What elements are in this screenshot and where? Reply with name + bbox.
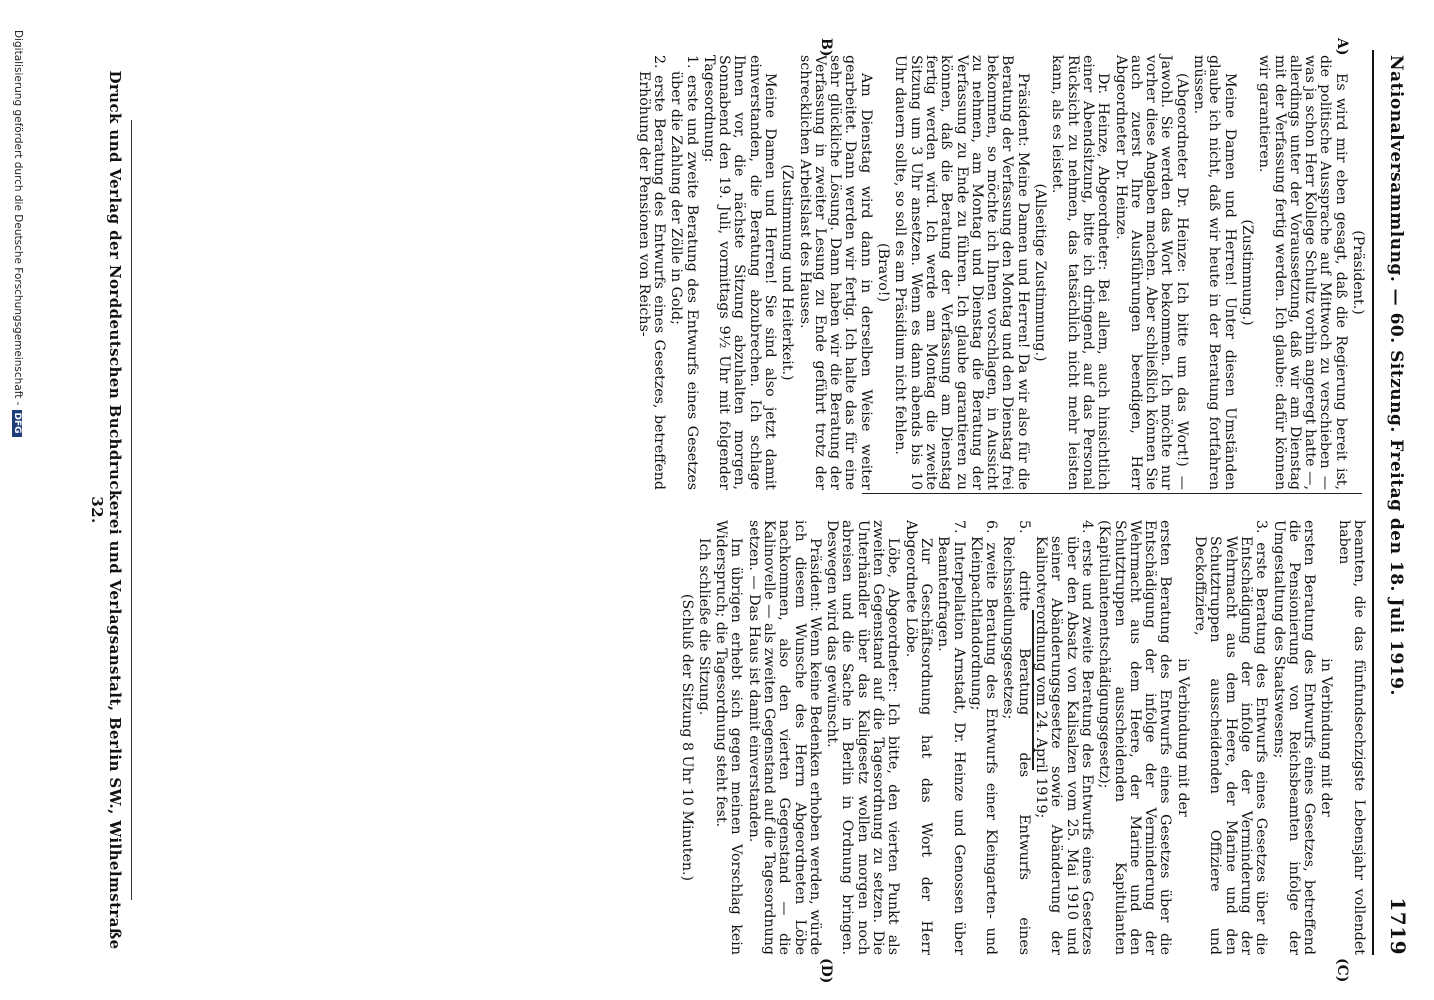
- left-column-paragraph: (Allseitige Zustimmung.): [1032, 183, 1049, 362]
- left-column-paragraph: 2. erste Beratung des Entwurfs eines Gesetzes, betreffend Erhöhung der Pensionen von Reichs-: [635, 55, 667, 490]
- right-column-paragraph: 3. erste Beratung des Entwurfs eines Gesetzes über die Entschädigung der infolge der Verminderung der Wehrmacht aus dem Heere, der Marine und den Schutztruppen ausscheidenden Offiziere und Deckoffiziere,: [1192, 520, 1270, 955]
- left-column-paragraph: 1. erste und zweite Beratung des Entwurfs eines Gesetzes über die Zahlung der Zölle in Gold;: [668, 55, 700, 490]
- left-column-paragraph: (Präsident.): [1350, 230, 1366, 315]
- header-rule: [1372, 50, 1374, 955]
- left-column-paragraph: Dr. Heinze, Abgeordneter: Bei allem, auch hinsichtlich einer Abendsitzung, bitte ich dringend, auf das Personal Rücksicht zu nehmen, das tatsächlich nicht mehr leisten kann, als es leistet.: [1049, 55, 1112, 490]
- header-title: Nationalversammlung. — 60. Sitzung. Freitag den 18. Juli 1919.: [1386, 55, 1406, 696]
- right-column-paragraph: in Verbindung mit der: [1174, 658, 1191, 817]
- left-column-paragraph: Am Dienstag wird dann in derselben Weise weiter gearbeitet. Dann werden wir fertig. Ich halte das für eine sehr glückliche Lösung. Dann haben wir die Beratung der Verfassung in zweiter Lesung zu Ende geführt trotz der schrecklichen Arbeitslast des Hauses.: [796, 55, 874, 490]
- right-column-paragraph: ersten Beratung des Entwurfs eines Gesetzes über die Entschädigung der infolge der Verminderung der Wehrmacht aus dem Heere, der Marine und den Schutztruppen ausscheidenden Kapitulanten (Kapitulantenentschädigungsgesetz);: [1096, 520, 1174, 955]
- margin-marker-a: A): [1334, 38, 1350, 56]
- left-column-paragraph: (Zustimmung.): [1238, 219, 1255, 326]
- left-column: [633, 55, 1366, 490]
- digitization-text: Digitalisierung gefördert durch die Deutsche Forschungsgemeinschaft -: [12, 30, 24, 406]
- left-column-paragraph: (Bravo!): [875, 243, 892, 302]
- margin-marker-d: (D): [818, 958, 834, 984]
- dfg-logo: DFG: [12, 410, 22, 437]
- left-column-paragraph: Meine Damen und Herren! Sie sind also jetzt damit einverstanden, die Beratung abzubrechen. Ich schlage Ihnen vor, die nächste Sitzung abzuhalten morgen, Sonnabend den 19. Juli, vormittags 9½ Uhr mit folgender Tagesordnung:: [700, 55, 779, 490]
- right-column-paragraph: (Schluß der Sitzung 8 Uhr 10 Minuten.): [678, 593, 695, 882]
- right-column-paragraph: beamten, die das fünfundsechzigste Lebensjahr vollendet haben: [1335, 520, 1367, 955]
- right-column-paragraph: Im übrigen erhebt sich gegen meinen Vorschlag kein Widerspruch; die Tagesordnung steht fest.: [713, 520, 745, 955]
- margin-marker-c: (C): [1334, 958, 1350, 983]
- page-number: 1719: [1386, 897, 1410, 955]
- right-column-paragraph: ersten Beratung des Entwurfs eines Gesetzes, betreffend die Pensionierung von Reichsbeamten infolge der Umgestaltung des Staatswesens;: [1270, 520, 1318, 955]
- right-column-paragraph: Zur Geschäftsordnung hat das Wort der Herr Abgeordnete Löbe.: [902, 520, 934, 955]
- right-column-paragraph: 5. dritte Beratung des Entwurfs eines Reichssiedlungsgesetzes;: [1000, 520, 1032, 955]
- right-column-paragraph: in Verbindung mit der: [1318, 658, 1335, 817]
- left-column-paragraph: Präsident: Meine Damen und Herren! Da wir also für die Beratung der Verfassung den Montag und den Dienstag frei bekommen, so möchte ich Ihnen vorschlagen, in Aussicht zu nehmen, am Montag und Dienstag die Beratung der Verfassung zu Ende zu führen. Ich glaube garantieren zu können, daß die Beratung der Verfassung am Dienstag fertig werden wird. Ich werde am Montag die zweite Sitzung um 3 Uhr ansetzen. Wenn es dann abends bis 10 Uhr dauern sollte, so soll es am Präsidium nicht fehlen.: [892, 55, 1031, 490]
- right-column-paragraph: Löbe, Abgeordneter: Ich bitte, den vierten Punkt als zweiten Gegenstand auf die Tagesordnung zu setzen. Die Unterhändler über das Kaligesetz wollen morgen noch abreisen und die Sache in Berlin in Ordnung bringen. Deswegen wird das gewünscht.: [824, 520, 902, 955]
- imprint-footer: Druck und Verlag der Norddeutschen Buchdruckerei und Verlagsanstalt, Berlin SW., Wilhelmstraße 32.: [88, 70, 124, 950]
- right-column-paragraph: Ich schließe die Sitzung.: [695, 538, 712, 716]
- left-column-paragraph: Es wird mir eben gesagt, daß die Regierung bereit ist, die politische Aussprache auf Mittwoch zu verschieben — was ja schon Herr Kollege Schultz vorhin angeregt hatte —, allerdings unter der Voraussetzung, daß wir am Dienstag mit der Verfassung fertig werden. Ich glaube: dafür können wir garantieren.: [1256, 55, 1349, 490]
- left-column-paragraph: (Abgeordneter Dr. Heinze: Ich bitte um das Wort!) — Jawohl. Sie werden das Wort bekommen. Ich möchte nur vorher diese Angaben machen. Aber schließlich können Sie auch zuerst Ihre Ausführungen beendigen, Herr Abgeordneter Dr. Heinze.: [1112, 55, 1190, 490]
- end-rule: [1032, 610, 1034, 770]
- right-column-paragraph: 4. erste und zweite Beratung des Entwurfs eines Gesetzes über den Absatz von Kalisalzen vom 25. Mai 1910 und seiner Abänderungsgesetze sowie Abänderung der Kalinotverordnung vom 24. April 1919;: [1033, 520, 1095, 955]
- left-column-paragraph: Meine Damen und Herren! Unter diesen Umständen glaube ich nicht, daß wir heute in der Beratung fortfahren müssen.: [1191, 55, 1238, 490]
- right-column-paragraph: Präsident: Wenn keine Bedenken erhoben werden, würde ich diesem Wunsche des Herrn Abgeordneten Löbe nachkommen, also den vierten Gegenstand — die Kalinovelle — als zweiten Gegenstand auf die Tagesordnung setzen. — Das Haus ist damit einverstanden.: [745, 520, 823, 955]
- page-header: [1380, 55, 1410, 955]
- digitization-note: [12, 30, 24, 437]
- footer-rule: [131, 120, 132, 900]
- left-column-paragraph: (Zustimmung und Heiterkeit.): [779, 164, 796, 381]
- right-column-paragraph: 6. zweite Beratung des Entwurfs einer Kleingarten- und Kleinpachtlandordnung;: [967, 520, 1000, 955]
- right-column-paragraph: 7. Interpellation Arnstadt, Dr. Heinze und Genossen über Beamtenfragen.: [935, 520, 967, 955]
- column-divider: [862, 493, 1362, 494]
- right-column: [676, 520, 1366, 955]
- margin-marker-b: B): [818, 38, 834, 57]
